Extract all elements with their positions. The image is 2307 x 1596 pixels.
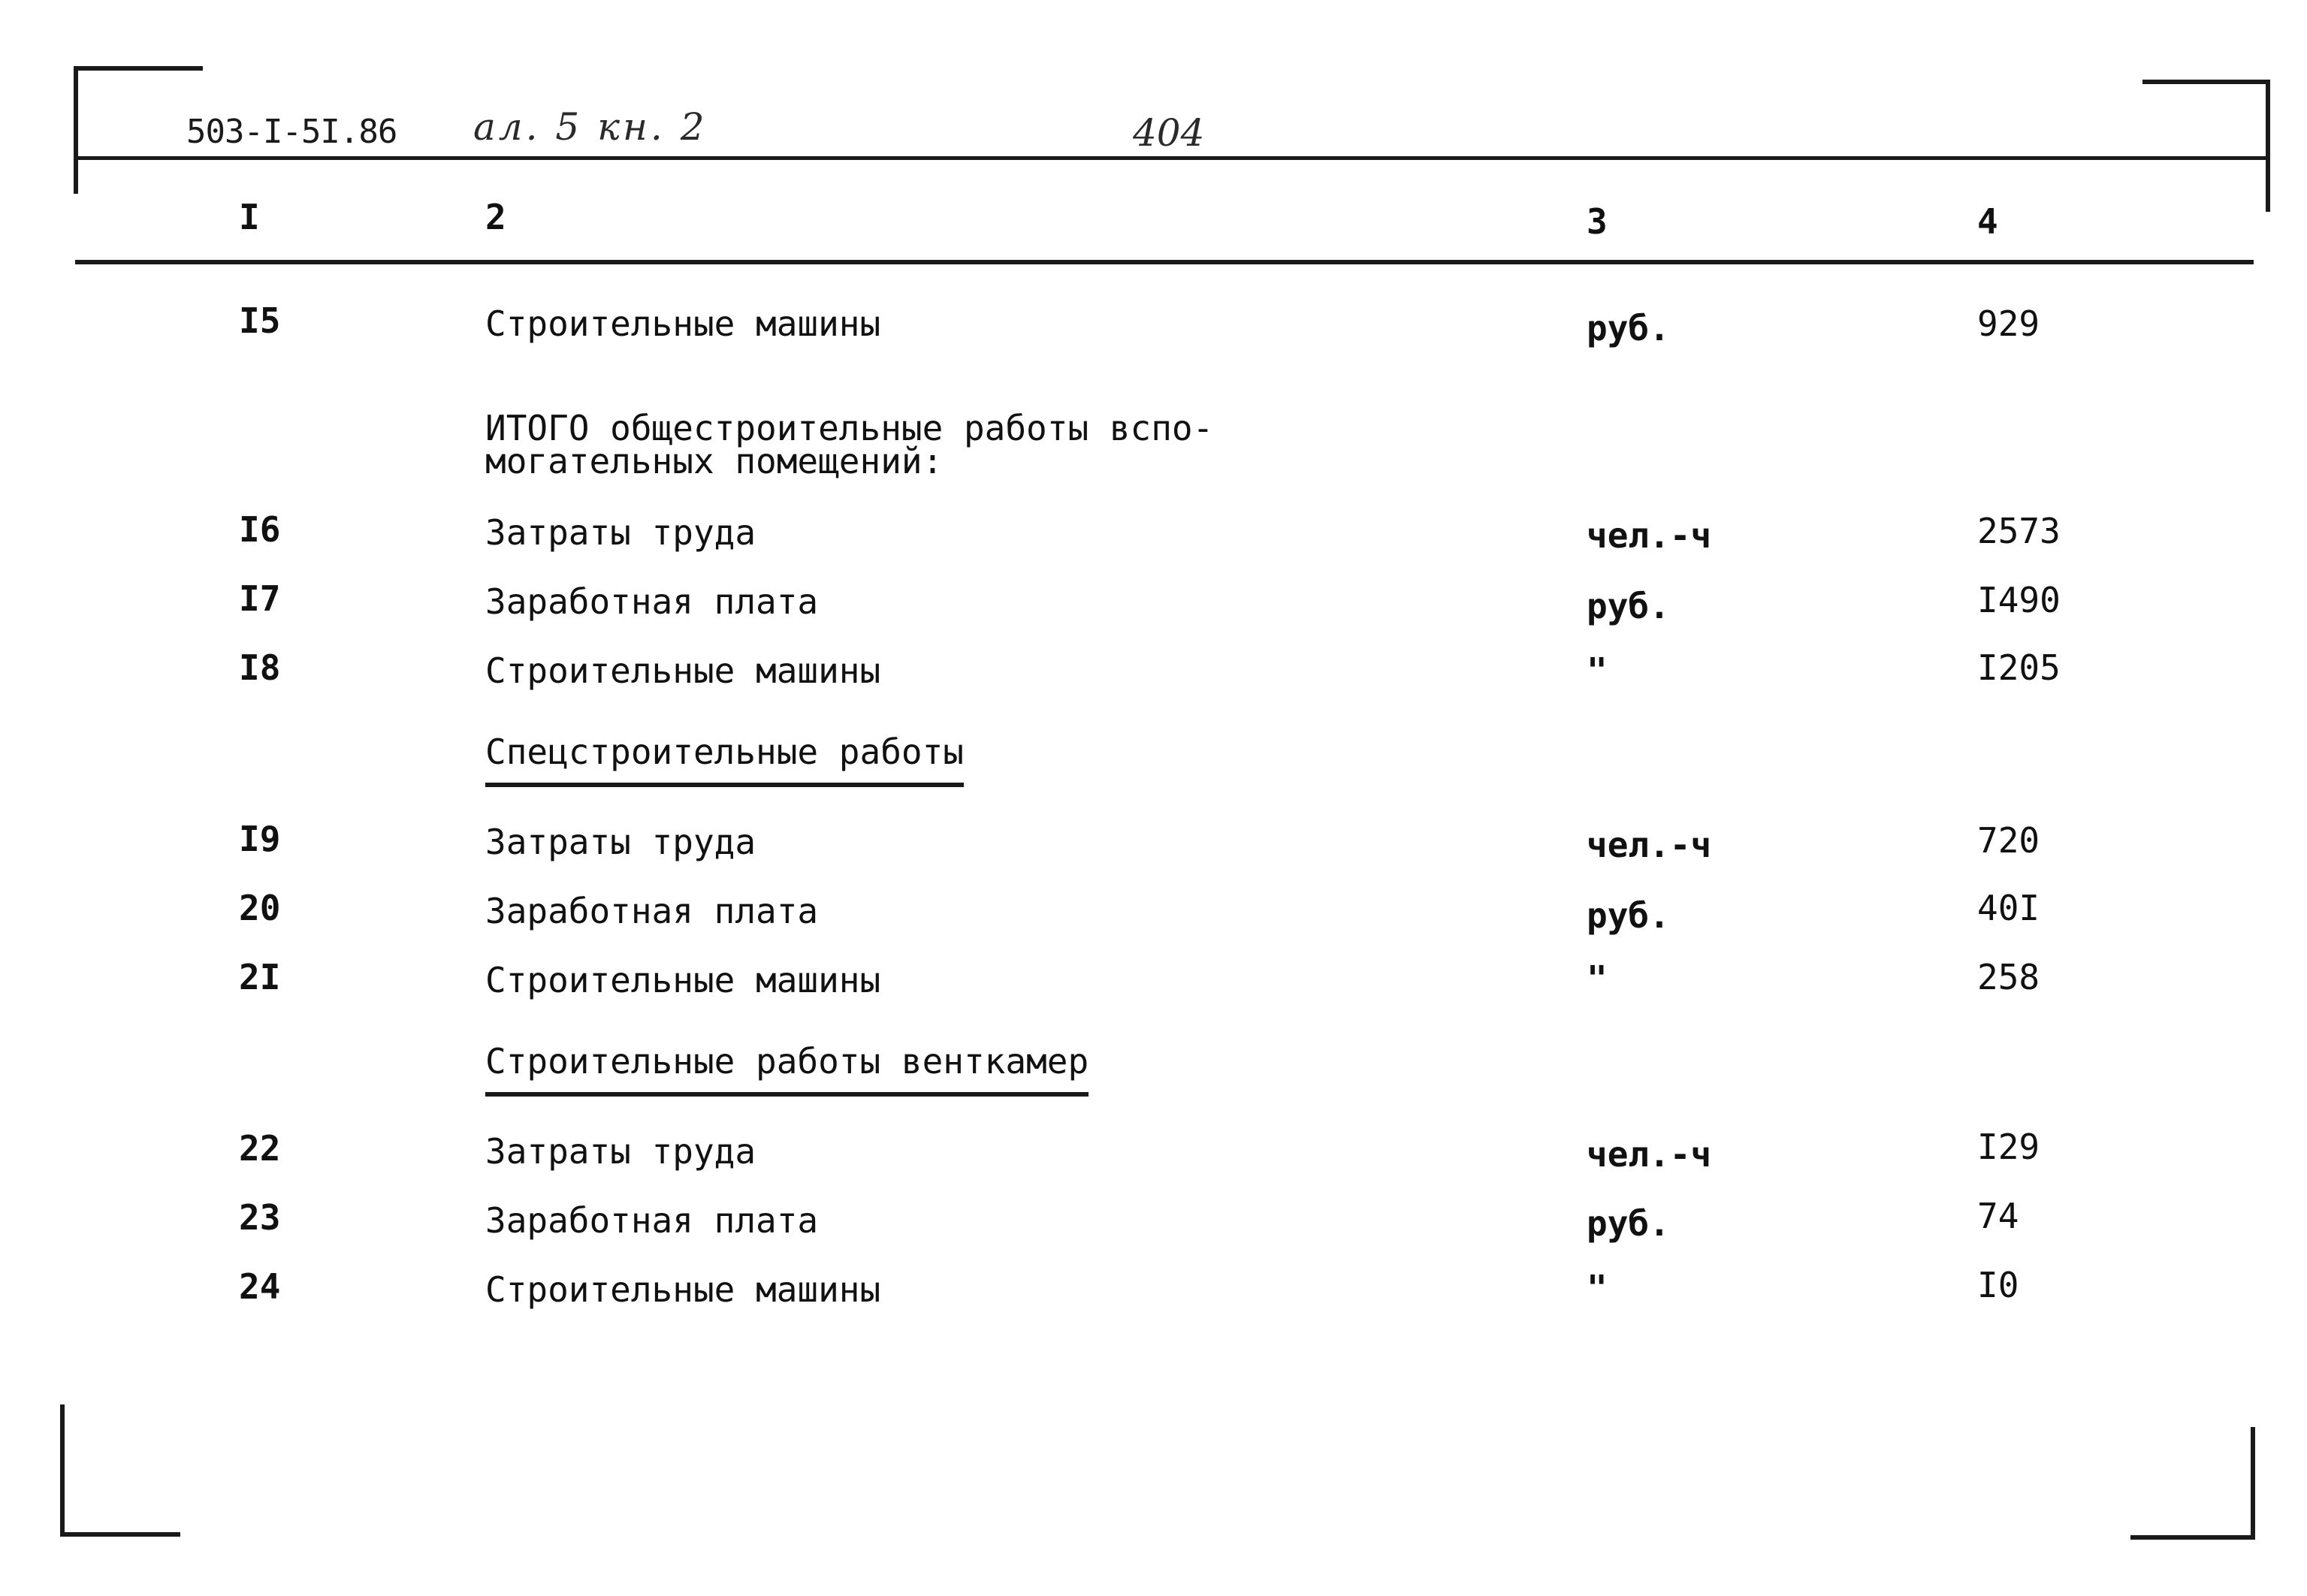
row-number: 23 bbox=[239, 1197, 281, 1238]
row-number: I6 bbox=[239, 509, 281, 550]
row-number: 20 bbox=[239, 888, 281, 928]
handwritten-page-number: 404 bbox=[1133, 111, 1205, 155]
row-number: 2I bbox=[239, 957, 281, 997]
column-header-1: I bbox=[239, 197, 260, 237]
frame-top-right-vertical bbox=[2266, 80, 2270, 212]
row-value: I490 bbox=[1977, 580, 2061, 620]
document-code: 503-I-5I.86 bbox=[186, 113, 397, 151]
row-value: 40I bbox=[1977, 888, 2040, 928]
row-unit: чел.-ч bbox=[1587, 1134, 1712, 1175]
row-number: I8 bbox=[239, 647, 281, 688]
frame-bottom-right-horizontal bbox=[2130, 1535, 2255, 1540]
column-header-2: 2 bbox=[485, 197, 506, 237]
row-value: 74 bbox=[1977, 1196, 2019, 1236]
row-unit: руб. bbox=[1587, 895, 1670, 936]
frame-top-left-vertical bbox=[74, 66, 78, 194]
row-value: 720 bbox=[1977, 820, 2040, 861]
header-rule bbox=[75, 156, 2269, 160]
row-name: Строительные машины bbox=[485, 303, 881, 344]
row-name: Затраты труда bbox=[485, 822, 756, 862]
frame-bottom-left-horizontal bbox=[60, 1532, 180, 1537]
row-name: Заработная плата bbox=[485, 891, 819, 931]
section-heading-ventilation-works: Строительные работы венткамер bbox=[485, 1041, 1089, 1097]
row-value: 2573 bbox=[1977, 511, 2061, 551]
row-value: 929 bbox=[1977, 303, 2040, 344]
row-name: Строительные машины bbox=[485, 650, 881, 691]
row-number: I9 bbox=[239, 819, 281, 859]
row-value: I0 bbox=[1977, 1265, 2019, 1305]
row-unit: " bbox=[1587, 958, 1608, 999]
row-number: 24 bbox=[239, 1266, 281, 1307]
handwritten-reference: ал. 5 кн. 2 bbox=[473, 105, 708, 149]
row-value: 258 bbox=[1977, 957, 2040, 997]
row-number: I7 bbox=[239, 578, 281, 619]
section-heading-special-works: Спецстроительные работы bbox=[485, 732, 964, 787]
row-name: Затраты труда bbox=[485, 512, 756, 553]
row-unit: руб. bbox=[1587, 308, 1670, 348]
row-name: Строительные машины bbox=[485, 1269, 881, 1310]
row-name: Заработная плата bbox=[485, 581, 819, 622]
row-number: I5 bbox=[239, 300, 281, 341]
row-value: I205 bbox=[1977, 647, 2061, 688]
row-unit: чел.-ч bbox=[1587, 825, 1712, 865]
row-unit: чел.-ч bbox=[1587, 515, 1712, 556]
column-header-4: 4 bbox=[1977, 201, 1998, 242]
frame-top-right-horizontal bbox=[2142, 80, 2269, 84]
row-name: Заработная плата bbox=[485, 1200, 819, 1241]
row-unit: руб. bbox=[1587, 586, 1670, 626]
column-header-rule bbox=[75, 260, 2254, 264]
row-unit: " bbox=[1587, 1268, 1608, 1308]
subtotal-heading: ИТОГО общестроительные работы вспо- могательных помещений: bbox=[485, 408, 1214, 481]
frame-bottom-right-vertical bbox=[2251, 1427, 2255, 1540]
row-name: Затраты труда bbox=[485, 1131, 756, 1172]
row-unit: руб. bbox=[1587, 1203, 1670, 1244]
frame-bottom-left-vertical bbox=[60, 1404, 65, 1537]
row-value: I29 bbox=[1977, 1127, 2040, 1167]
row-name: Строительные машины bbox=[485, 960, 881, 1000]
frame-top-left-horizontal bbox=[75, 66, 203, 71]
row-number: 22 bbox=[239, 1128, 281, 1169]
row-unit: " bbox=[1587, 650, 1608, 691]
column-header-3: 3 bbox=[1587, 201, 1608, 242]
